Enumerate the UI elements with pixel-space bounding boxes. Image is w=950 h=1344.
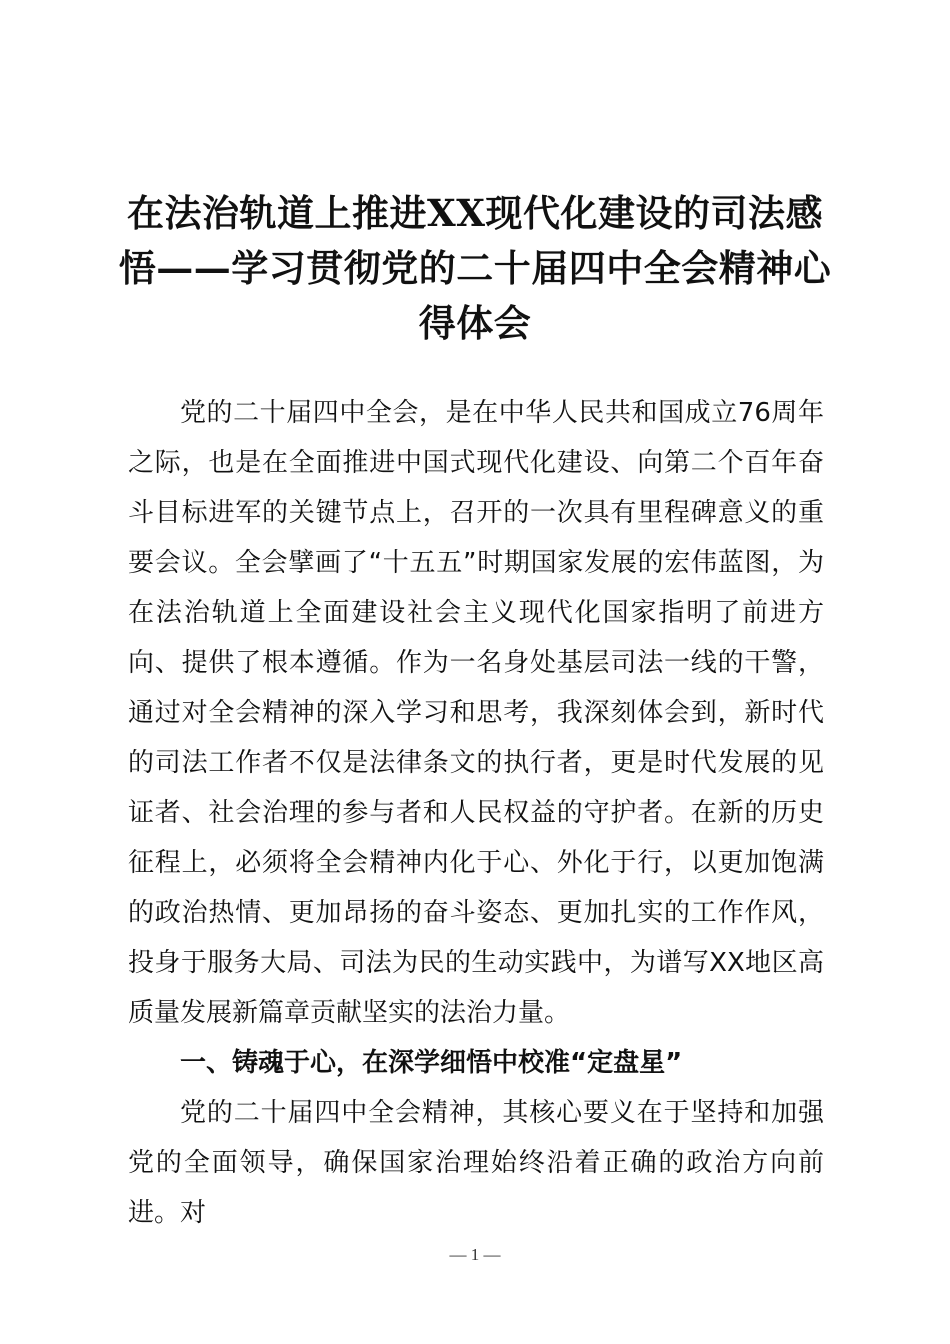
document-body	[128, 388, 824, 1238]
section-paragraph: 党的二十届四中全会精神，其核心要义在于坚持和加强党的全面领导，确保国家治理始终沿着正确的政治方向前进。对	[128, 1098, 824, 1228]
intro-paragraph: 党的二十届四中全会，是在中华人民共和国成立76周年之际，也是在全面推进中国式现代化建设、向第二个百年奋斗目标进军的关键节点上，召开的一次具有里程碑意义的重要会议。全会擘画了“十五五”时期国家发展的宏伟蓝图，为在法治轨道上全面建设社会主义现代化国家指明了前进方向、提供了根本遵循。作为一名身处基层司法一线的干警，通过对全会精神的深入学习和思考，我深刻体会到，新时代的司法工作者不仅是法律条文的执行者，更是时代发展的见证者、社会治理的参与者和人民权益的守护者。在新的历史征程上，必须将全会精神内化于心、外化于行，以更加饱满的政治热情、更加昂扬的奋斗姿态、更加扎实的工作作风，投身于服务大局、司法为民的生动实践中，为谱写XX地区高质量发展新篇章贡献坚实的法治力量。	[128, 398, 824, 1028]
document-title: 在法治轨道上推进XX现代化建设的司法感悟——学习贯彻党的二十届四中全会精神心得体会	[118, 191, 832, 345]
section-heading: 一、铸魂于心，在深学细悟中校准“定盘星”	[180, 1048, 683, 1078]
page-number: — 1 —	[449, 1245, 501, 1264]
